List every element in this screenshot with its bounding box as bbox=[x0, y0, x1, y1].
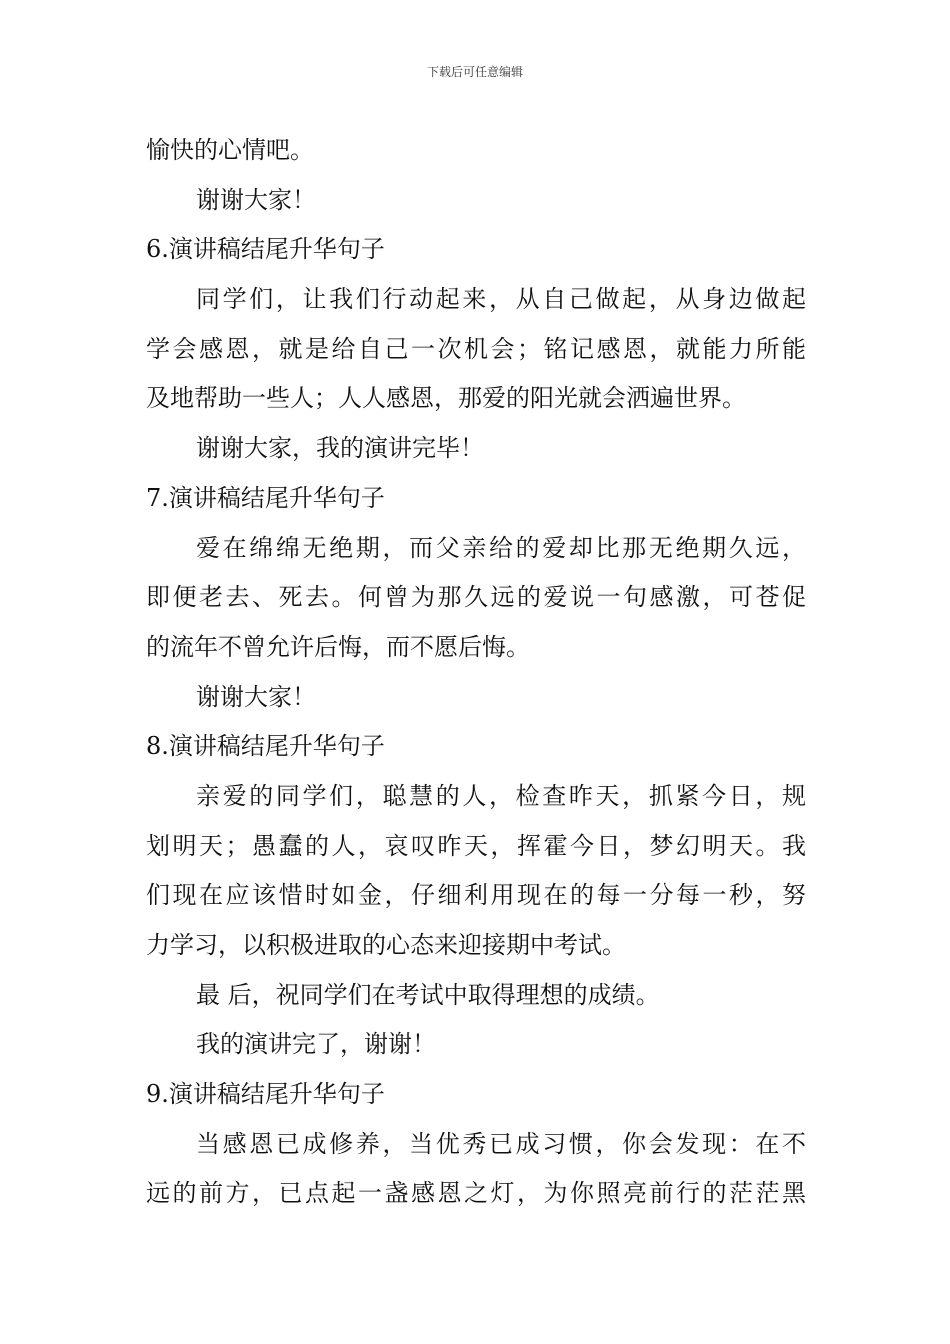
text-line: 谢谢大家！ bbox=[196, 682, 316, 711]
section-heading: 6.演讲稿结尾升华句子 bbox=[146, 235, 385, 264]
text-line: 谢谢大家，我的演讲完毕！ bbox=[196, 434, 484, 463]
section-heading: 9.演讲稿结尾升华句子 bbox=[146, 1080, 385, 1109]
text-line: 即便老去、死去。何曾为那久远的爱说一句感激，可苍促 bbox=[146, 583, 806, 612]
section-heading: 8.演讲稿结尾升华句子 bbox=[146, 732, 385, 761]
text-line: 谢谢大家！ bbox=[196, 185, 316, 214]
text-line: 学会感恩，就是给自己一次机会；铭记感恩，就能力所能 bbox=[146, 334, 806, 363]
text-line: 的流年不曾允许后悔，而不愿后悔。 bbox=[146, 632, 530, 661]
text-line: 力学习，以积极进取的心态来迎接期中考试。 bbox=[146, 931, 626, 959]
text-line: 当感恩已成修养，当优秀已成习惯，你会发现：在不 bbox=[196, 1129, 806, 1158]
section-heading: 7.演讲稿结尾升华句子 bbox=[146, 483, 385, 512]
document-body bbox=[146, 126, 806, 1219]
text-line: 们现在应该惜时如金，仔细利用现在的每一分每一秒，努 bbox=[146, 881, 806, 910]
page-header-note: 下载后可任意编辑 bbox=[426, 65, 523, 79]
text-line: 愉快的心情吧。 bbox=[146, 136, 314, 164]
text-line: 亲爱的同学们，聪慧的人，检查昨天，抓紧今日，规 bbox=[196, 781, 806, 810]
text-line: 及地帮助一些人；人人感恩，那爱的阳光就会洒遍世界。 bbox=[146, 384, 746, 413]
text-line: 最 后，祝同学们在考试中取得理想的成绩。 bbox=[196, 980, 660, 1009]
text-line: 爱在绵绵无绝期，而父亲给的爱却比那无绝期久远， bbox=[196, 533, 806, 562]
text-line: 划明天；愚蠢的人，哀叹昨天，挥霍今日，梦幻明天。我 bbox=[146, 831, 806, 860]
text-line: 我的演讲完了，谢谢！ bbox=[196, 1030, 436, 1059]
text-line: 同学们，让我们行动起来，从自己做起，从身边做起 bbox=[196, 285, 806, 314]
text-line: 远的前方，已点起一盏感恩之灯，为你照亮前行的茫茫黑 bbox=[146, 1179, 806, 1208]
